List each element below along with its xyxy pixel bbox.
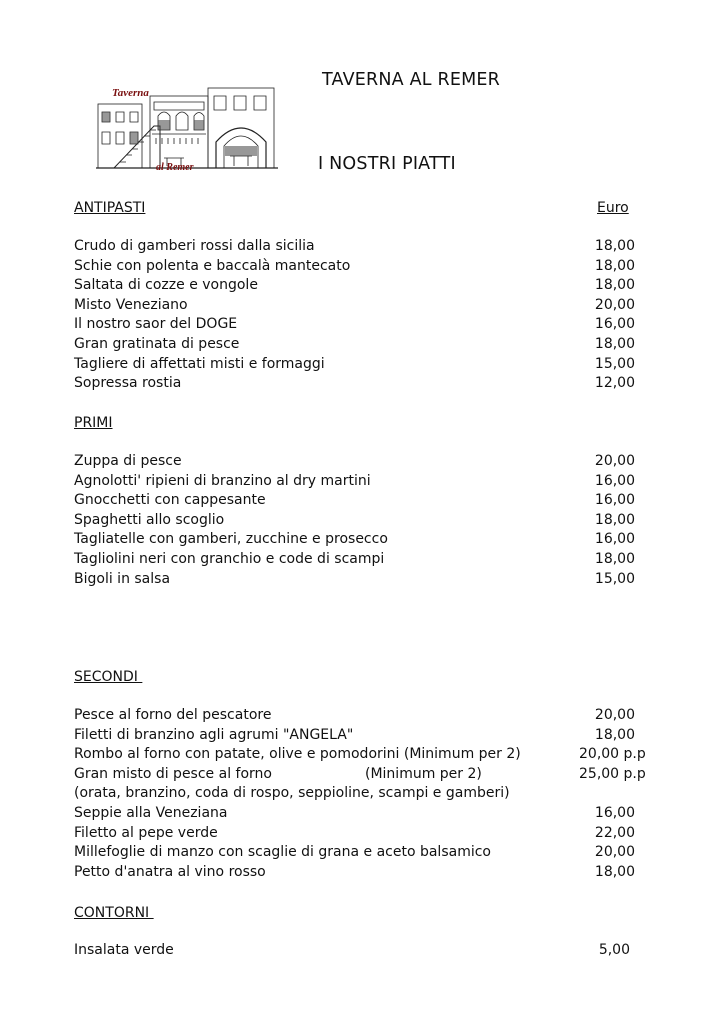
menu-item-name: Filetto al pepe verde (74, 824, 218, 841)
menu-item-name: Tagliere di affettati misti e formaggi (74, 355, 325, 372)
menu-item-price: 16,00 (594, 805, 635, 821)
menu-item-row (74, 842, 684, 862)
menu-item-price: 18,00 (594, 726, 635, 743)
menu-item-name: Bigoli in salsa (74, 570, 171, 587)
section-title-contorni: CONTORNI (74, 905, 154, 921)
section-title-primi: PRIMI (74, 415, 113, 431)
menu-item-name: Millefoglie di manzo con scaglie di grana e aceto balsamico (74, 844, 491, 861)
menu-item-row (74, 725, 684, 745)
menu-item-price: 16,00 (594, 316, 635, 333)
menu-item-name: Gran misto di pesce al forno (74, 765, 272, 782)
menu-item-price: 12,00 (594, 375, 635, 392)
menu-item-row (74, 823, 684, 843)
logo-text-bottom: al Remer (156, 162, 194, 173)
menu-item-row (74, 334, 684, 354)
menu-item-price: 15,00 (594, 570, 635, 587)
menu-item-row (74, 295, 684, 315)
menu-item-note: (Minimum per 2) (365, 765, 482, 782)
menu-item-name: Schie con polenta e baccalà mantecato (74, 257, 351, 274)
menu-item-price: 18,00 (594, 277, 635, 294)
menu-item-row (74, 354, 684, 374)
menu-item-row (74, 510, 684, 530)
menu-item-name: Rombo al forno con patate, olive e pomodorini (Minimum per 2) (74, 746, 521, 763)
menu-item-row (74, 275, 684, 295)
menu-item-row (74, 314, 684, 334)
menu-item-name: Gran gratinata di pesce (74, 336, 240, 352)
currency-label: Euro (597, 200, 629, 216)
menu-item-name: Tagliolini neri con granchio e code di scampi (74, 551, 385, 567)
menu-item-price: 20,00 (594, 844, 635, 861)
menu-item-name: Misto Veneziano (74, 296, 188, 313)
menu-item-price: 18,00 (594, 511, 635, 528)
menu-item-name: Gnocchetti con cappesante (74, 492, 266, 509)
menu-item-name: Pesce al forno del pescatore (74, 707, 272, 723)
menu-item-price: 18,00 (594, 551, 635, 567)
menu-item-price: 20,00 (594, 296, 635, 313)
menu-item-name: Saltata di cozze e vongole (74, 277, 258, 294)
menu-item-name: Sopressa rostia (74, 375, 182, 392)
menu-item-price: 20,00 (594, 707, 635, 723)
menu-item-price: 18,00 (594, 863, 635, 880)
menu-item-row (74, 764, 684, 784)
menu-item-price: 20,00 p.p (579, 746, 646, 763)
page-subtitle: I NOSTRI PIATTI (318, 154, 456, 174)
menu-item-row (74, 256, 684, 276)
menu-item-name: Spaghetti allo scoglio (74, 511, 225, 528)
menu-item-row (74, 569, 684, 589)
restaurant-name: TAVERNA AL REMER (322, 70, 501, 90)
menu-item-name: Seppie alla Veneziana (74, 805, 228, 821)
menu-item-row (74, 549, 684, 569)
menu-item-row (74, 373, 684, 393)
menu-item-name: Il nostro saor del DOGE (74, 316, 238, 333)
menu-item-price: 5,00 (598, 942, 630, 958)
logo-text-top: Taverna (112, 87, 149, 99)
menu-item-price: 18,00 (594, 257, 635, 274)
menu-item-price: 16,00 (594, 472, 635, 489)
menu-item-price: 18,00 (594, 336, 635, 352)
menu-item-row (74, 490, 684, 510)
menu-item-name: Agnolotti' ripieni di branzino al dry martini (74, 472, 371, 489)
section-title-secondi: SECONDI (74, 669, 143, 685)
menu-item-row (74, 471, 684, 491)
menu-item-price: 20,00 (594, 453, 635, 469)
menu-item-row (74, 862, 684, 882)
menu-item-price: 25,00 p.p (579, 765, 646, 782)
menu-item-name: Petto d'anatra al vino rosso (74, 863, 266, 880)
menu-item-name: (orata, branzino, coda di rospo, seppioline, scampi e gamberi) (74, 785, 510, 802)
menu-item-price: 15,00 (594, 355, 635, 372)
menu-item-row (74, 529, 684, 549)
menu-item-name: Tagliatelle con gamberi, zucchine e prosecco (74, 531, 388, 548)
taverna-logo-illustration (94, 82, 280, 174)
section-title-antipasti: ANTIPASTI (74, 200, 146, 216)
menu-item-row (74, 236, 684, 256)
menu-item-name: Filetti di branzino agli agrumi "ANGELA" (74, 726, 354, 743)
menu-item-row (74, 744, 684, 764)
menu-item-price: 18,00 (594, 238, 635, 254)
menu-item-name: Zuppa di pesce (74, 453, 182, 469)
menu-item-name: Insalata verde (74, 942, 174, 958)
menu-item-row (74, 783, 684, 803)
menu-item-row (74, 705, 684, 725)
menu-item-price: 16,00 (594, 492, 635, 509)
menu-item-row (74, 451, 684, 471)
menu-item-name: Crudo di gamberi rossi dalla sicilia (74, 238, 315, 254)
menu-item-price: 16,00 (594, 531, 635, 548)
menu-item-row (74, 940, 684, 960)
menu-item-row (74, 803, 684, 823)
menu-item-price: 22,00 (594, 824, 635, 841)
